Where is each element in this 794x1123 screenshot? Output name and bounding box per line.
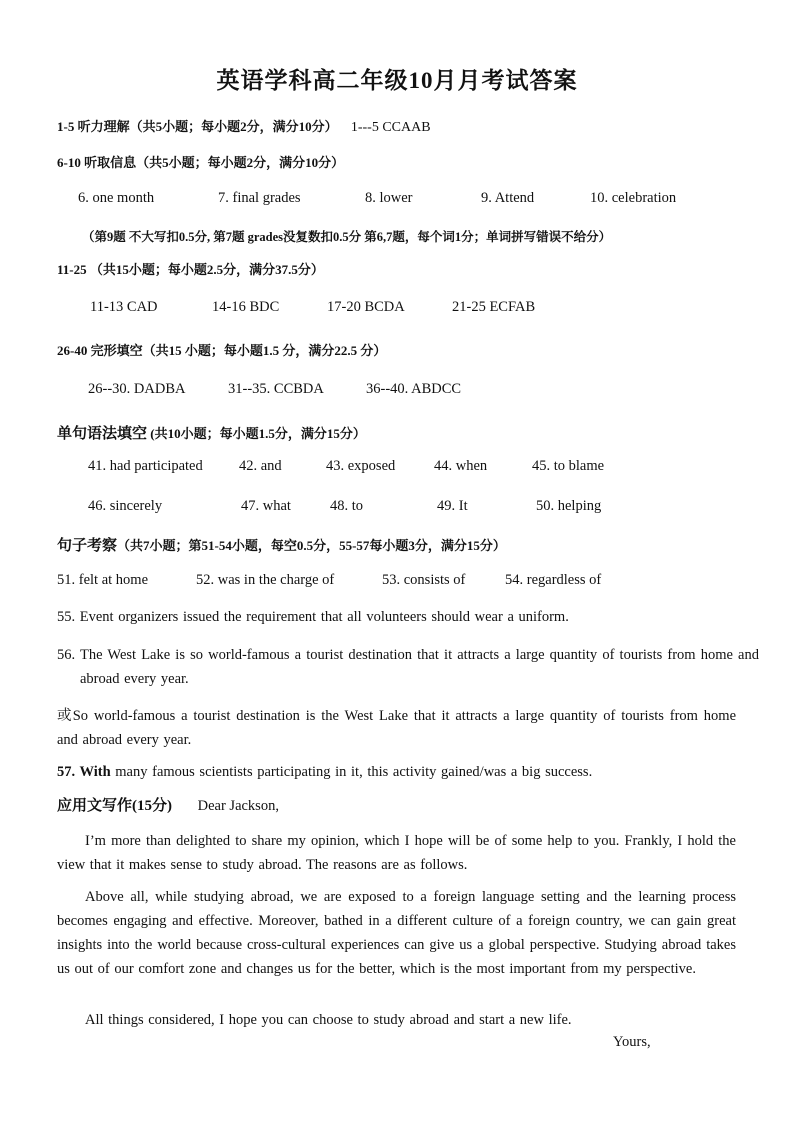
letter-closing: Yours,: [613, 1034, 651, 1050]
letter-paragraph-3: All things considered, I hope you can choose to study abroad and start a new life.: [85, 1012, 572, 1028]
section-writing-header: [57, 794, 279, 815]
answer-50: 50. helping: [536, 498, 602, 514]
letter-paragraph-1: I’m more than delighted to share my opinion, which I hope will be of some help to you. Frankly, I hold the view that it makes sense to study abroad. The reasons are as follows.: [57, 833, 736, 873]
section-info-header: 6-10 听取信息（共5小题；每小题2分，满分10分）: [57, 155, 345, 170]
answer-56: 56. The West Lake is so world-famous a tourist destination that it attracts a large quantity of tourists from home and abroad every year.: [57, 647, 759, 687]
answer-36-40: 36--40. ABDCC: [366, 381, 462, 397]
answer-8: 8. lower: [365, 190, 413, 206]
answer-43: 43. exposed: [326, 458, 396, 474]
letter-paragraph-2: Above all, while studying abroad, we are exposed to a foreign language setting and the learning process becomes engaging and effective. Moreover, bathed in a different culture of a foreign country, we can gain great insights into the world because cross-cultural experiences can give us a global perspective. Studying abroad takes us out of our comfort zone and changes us for the better, which is the most important from my perspective.: [57, 889, 736, 977]
section-writing-title: 应用文写作(15分): [57, 798, 172, 814]
answer-10: 10. celebration: [590, 190, 677, 206]
answer-45: 45. to blame: [532, 458, 605, 474]
answer-9: 9. Attend: [481, 190, 535, 206]
answer-52: 52. was in the charge of: [196, 572, 335, 588]
answer-26-30: 26--30. DADBA: [88, 381, 186, 397]
answer-6: 6. one month: [78, 190, 155, 206]
answer-55: 55. Event organizers issued the requirement that all volunteers should wear a uniform.: [57, 609, 569, 625]
answer-44: 44. when: [434, 458, 488, 474]
section-cloze-header: 26-40 完形填空（共15 小题；每小题1.5 分，满分22.5 分）: [57, 343, 387, 358]
answer-57: [57, 760, 736, 784]
section-listening-title: 1-5 听力理解（共5小题；每小题2分，满分10分）: [57, 119, 338, 134]
section-sentence-title: 句子考察: [57, 538, 118, 554]
answer-56-alternative: 或So world-famous a tourist destination is the West Lake that it attracts a large quantity of tourists from home and abroad every year.: [57, 708, 736, 748]
section-grammar-header: [57, 422, 366, 443]
answer-48: 48. to: [330, 498, 364, 514]
section-listening-header: [57, 116, 431, 136]
answer-57-lead: 57. With: [57, 764, 111, 780]
answer-46: 46. sincerely: [88, 498, 163, 514]
answer-7: 7. final grades: [218, 190, 301, 206]
answer-54: 54. regardless of: [505, 572, 602, 588]
answer-51: 51. felt at home: [57, 572, 149, 588]
answer-11-13: 11-13 CAD: [90, 299, 158, 315]
section-sentence-header: [57, 534, 506, 555]
answer-41: 41. had participated: [88, 458, 203, 474]
answer-21-25: 21-25 ECFAB: [452, 299, 536, 315]
page-title: 英语学科高二年级10月月考试答案: [216, 68, 578, 93]
answer-17-20: 17-20 BCDA: [327, 299, 405, 315]
section-listening-answer: 1---5 CCAAB: [350, 120, 431, 135]
answer-42: 42. and: [239, 458, 282, 474]
answer-53: 53. consists of: [382, 572, 466, 588]
scoring-note: （第9题 不大写扣0.5分, 第7题 grades没复数扣0.5分 第6,7题，每个词1分；单词拼写错误不给分）: [82, 230, 612, 244]
section-reading-header: 11-25 （共15小题；每小题2.5分，满分37.5分）: [57, 262, 324, 277]
answer-47: 47. what: [241, 498, 291, 514]
answer-31-35: 31--35. CCBDA: [228, 381, 324, 397]
answer-14-16: 14-16 BDC: [212, 299, 280, 315]
answer-57-body: many famous scientists participating in it, this activity gained/was a big success.: [110, 764, 593, 780]
section-sentence-scoring: （共7小题；第51-54小题，每空0.5分，55-57每小题3分，满分15分）: [117, 538, 506, 553]
answer-49: 49. It: [437, 498, 468, 514]
section-grammar-title: 单句语法填空: [57, 426, 148, 442]
section-grammar-scoring: (共10小题；每小题1.5分，满分15分）: [147, 426, 366, 441]
letter-salutation: Dear Jackson,: [197, 798, 279, 814]
